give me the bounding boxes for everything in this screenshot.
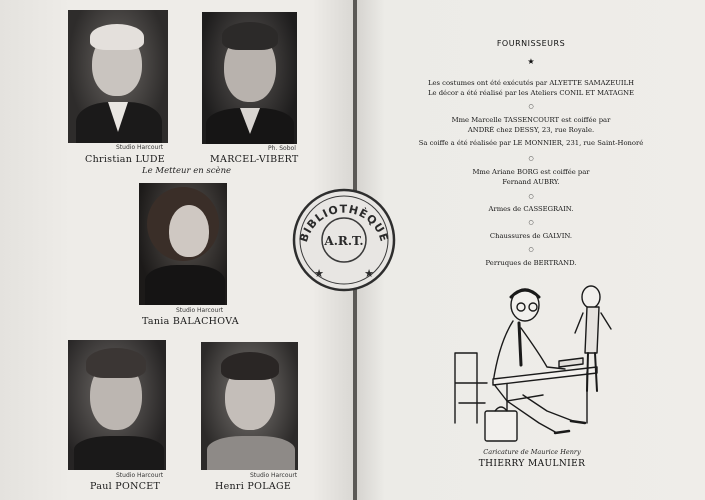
stamp-star-icon: ★ — [364, 267, 374, 280]
separator-icon: ○ — [528, 219, 534, 226]
portrait-photo — [68, 10, 168, 143]
portrait-photo — [68, 340, 166, 470]
portrait-photo — [201, 342, 298, 470]
person-name: Paul PONCET — [90, 481, 161, 492]
supplier-line: Armes de CASSEGRAIN. — [488, 205, 574, 213]
separator-icon: ○ — [528, 103, 534, 110]
role-caption: Le Metteur en scène — [142, 166, 232, 176]
person-name: Henri POLAGE — [215, 481, 292, 492]
stamp-star-icon: ★ — [314, 267, 324, 280]
person-name: Tania BALACHOVA — [142, 316, 239, 327]
person-name: Christian LUDE — [85, 154, 166, 165]
supplier-line: Mme Ariane BORG est coiffée par — [472, 168, 590, 176]
caricature-drawing — [447, 283, 617, 448]
separator-icon: ○ — [528, 246, 534, 253]
stamp-center-text: A.R.T. — [324, 234, 364, 248]
portrait-photo — [202, 12, 297, 144]
photo-credit: Ph. Sobol — [268, 145, 296, 152]
separator-icon: ○ — [528, 155, 534, 162]
portrait-photo — [139, 183, 227, 305]
supplier-line: ANDRÉ chez DESSY, 23, rue Royale. — [467, 126, 595, 134]
supplier-line: Les costumes ont été exécutés par ALYETTE SAMAZEUILH — [427, 79, 635, 87]
star-icon: ★ — [527, 57, 535, 66]
photo-credit: Studio Harcourt — [176, 307, 224, 314]
supplier-line: Mme Marcelle TASSENCOURT est coiffée par — [451, 116, 611, 124]
person-name: MARCEL-VIBERT — [210, 154, 299, 165]
supplier-line: Fernand AUBRY. — [502, 178, 560, 186]
supplier-line: Perruques de BERTRAND. — [485, 259, 577, 267]
photo-credit: Studio Harcourt — [116, 472, 164, 479]
cartoon-subject-name: THIERRY MAULNIER — [478, 459, 586, 469]
separator-icon: ○ — [528, 193, 534, 200]
page-title: FOURNISSEURS — [496, 39, 566, 48]
supplier-line: Le décor a été réalisé par les Ateliers CONIL ET MATAGNE — [428, 89, 634, 97]
photo-credit: Studio Harcourt — [250, 472, 298, 479]
supplier-line: Sa coiffe a été réalisée par LE MONNIER, 231, rue Saint-Honoré — [418, 139, 644, 147]
photo-credit: Studio Harcourt — [116, 144, 164, 151]
cartoon-caption: Caricature de Maurice Henry — [483, 448, 581, 456]
stamp-top-text: BIBLIOTHÈQUE — [297, 202, 391, 244]
supplier-line: Chaussures de GALVIN. — [489, 232, 573, 240]
